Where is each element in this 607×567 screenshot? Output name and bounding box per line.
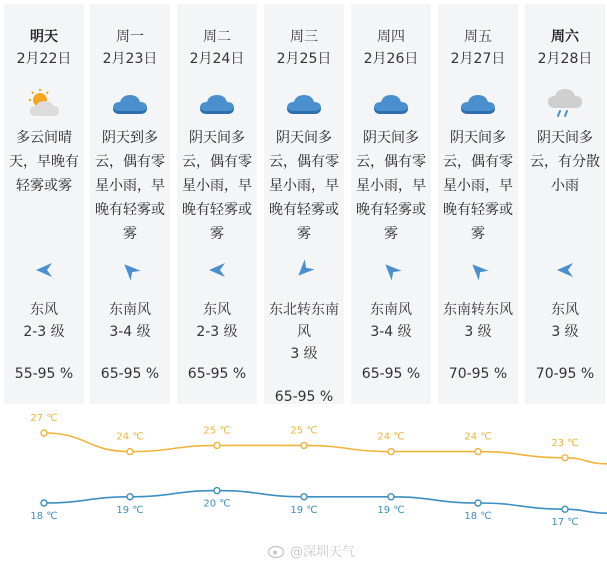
description-line: 雾 bbox=[123, 226, 137, 242]
wind-level: 3 级 bbox=[464, 324, 492, 340]
wind-level: 2-3 级 bbox=[196, 324, 238, 340]
description-line: 多云间晴 bbox=[16, 130, 72, 146]
low-temp-point bbox=[562, 506, 568, 512]
low-temp-label: 19 ℃ bbox=[290, 504, 318, 516]
wind-name: 东风 bbox=[203, 302, 231, 318]
description-line: 阴天间多 bbox=[450, 130, 506, 146]
humidity: 70-95 % bbox=[448, 366, 508, 382]
humidity: 65-95 % bbox=[187, 366, 247, 382]
description-line: 小雨 bbox=[551, 178, 579, 194]
low-temp-label: 19 ℃ bbox=[116, 504, 144, 516]
watermark-text: @深圳天气 bbox=[290, 545, 356, 560]
high-temp-point bbox=[301, 442, 307, 448]
low-temp-label: 18 ℃ bbox=[464, 511, 492, 522]
high-temp-point bbox=[388, 449, 394, 455]
description-line: 星小雨，早 bbox=[269, 178, 339, 194]
date-label: 2月25日 bbox=[276, 51, 332, 67]
date-label: 2月24日 bbox=[189, 51, 245, 67]
description-line: 阴天间多 bbox=[189, 130, 245, 146]
wind-name: 东南转东风 bbox=[443, 302, 513, 318]
low-temp-label: 17 ℃ bbox=[551, 517, 579, 529]
day-label: 周二 bbox=[203, 29, 231, 45]
wind-level: 3-4 级 bbox=[370, 324, 412, 340]
description-line: 雾 bbox=[384, 226, 398, 242]
high-temp-label: 25 ℃ bbox=[203, 425, 231, 437]
weibo-icon bbox=[268, 544, 286, 558]
description-line: 晚有轻雾或 bbox=[95, 202, 165, 218]
description-line: 阴天间多 bbox=[276, 130, 332, 146]
description-line: 晚有轻雾或 bbox=[182, 202, 252, 218]
day-label: 明天 bbox=[30, 29, 58, 45]
description-line: 雾 bbox=[297, 226, 311, 242]
humidity: 55-95 % bbox=[14, 366, 74, 382]
humidity: 65-95 % bbox=[274, 389, 334, 405]
day-label: 周三 bbox=[290, 29, 318, 45]
humidity: 70-95 % bbox=[535, 366, 595, 382]
humidity: 65-95 % bbox=[100, 366, 160, 382]
wind-name: 东北转东南 bbox=[269, 302, 339, 318]
description-line: 星小雨，早 bbox=[443, 178, 513, 194]
low-temp-label: 18 ℃ bbox=[30, 511, 58, 522]
humidity: 65-95 % bbox=[361, 366, 421, 382]
description-line: 星小雨，早 bbox=[356, 178, 426, 194]
description-line: 云，偶有零 bbox=[95, 154, 165, 170]
date-label: 2月23日 bbox=[102, 51, 158, 67]
high-temp-point bbox=[475, 449, 481, 455]
day-label: 周五 bbox=[464, 29, 492, 45]
description-line: 星小雨，早 bbox=[95, 178, 165, 194]
description-line: 雾 bbox=[471, 226, 485, 242]
wind-name: 东风 bbox=[551, 302, 579, 318]
description-line: 晚有轻雾或 bbox=[356, 202, 426, 218]
low-temp-label: 19 ℃ bbox=[377, 504, 405, 516]
low-temp-point bbox=[127, 494, 133, 500]
description-line: 阴天间多 bbox=[537, 130, 593, 146]
description-line: 晚有轻雾或 bbox=[269, 202, 339, 218]
high-temp-label: 27 ℃ bbox=[30, 413, 58, 424]
high-temp-point bbox=[127, 449, 133, 455]
watermark bbox=[268, 541, 368, 560]
low-temp-label: 20 ℃ bbox=[203, 498, 231, 510]
wind-level: 3 级 bbox=[551, 324, 579, 340]
description-line: 晚有轻雾或 bbox=[443, 202, 513, 218]
description-line: 雾 bbox=[210, 226, 224, 242]
date-label: 2月22日 bbox=[16, 51, 72, 67]
wind-name: 东风 bbox=[30, 302, 58, 318]
description-line: 轻雾或雾 bbox=[16, 178, 72, 194]
description-line: 云，偶有零 bbox=[269, 154, 339, 170]
day-label: 周四 bbox=[377, 29, 405, 45]
wind-level: 3-4 级 bbox=[109, 324, 151, 340]
high-temp-label: 24 ℃ bbox=[464, 431, 492, 443]
description-line: 云，偶有零 bbox=[443, 154, 513, 170]
description-line: 云，偶有零 bbox=[356, 154, 426, 170]
description-line: 阴天到多 bbox=[102, 130, 158, 146]
description-line: 云，偶有零 bbox=[182, 154, 252, 170]
date-label: 2月28日 bbox=[537, 51, 593, 67]
description-line: 阴天间多 bbox=[363, 130, 419, 146]
wind-name: 东南风 bbox=[109, 302, 151, 318]
day-label: 周六 bbox=[551, 29, 579, 45]
high-temp-label: 25 ℃ bbox=[290, 425, 318, 437]
low-temp-point bbox=[388, 494, 394, 500]
low-temp-point bbox=[214, 488, 220, 494]
high-temp-point bbox=[214, 442, 220, 448]
date-label: 2月26日 bbox=[363, 51, 419, 67]
date-label: 2月27日 bbox=[450, 51, 506, 67]
description-line: 星小雨，早 bbox=[182, 178, 252, 194]
low-temp-point bbox=[301, 494, 307, 500]
wind-level: 3 级 bbox=[290, 346, 318, 362]
high-temp-point bbox=[41, 430, 47, 436]
wind-name: 东南风 bbox=[370, 302, 412, 318]
description-line: 天，早晚有 bbox=[9, 154, 79, 170]
day-label: 周一 bbox=[116, 29, 144, 45]
high-temp-point bbox=[562, 455, 568, 461]
high-temp-label: 23 ℃ bbox=[551, 437, 579, 449]
high-temp-label: 24 ℃ bbox=[377, 431, 405, 443]
wind-name-continued: 风 bbox=[297, 324, 311, 340]
wind-level: 2-3 级 bbox=[23, 324, 65, 340]
high-temp-label: 24 ℃ bbox=[116, 431, 144, 443]
low-temp-point bbox=[475, 500, 481, 506]
description-line: 云，有分散 bbox=[530, 154, 600, 170]
low-temp-point bbox=[41, 500, 47, 506]
